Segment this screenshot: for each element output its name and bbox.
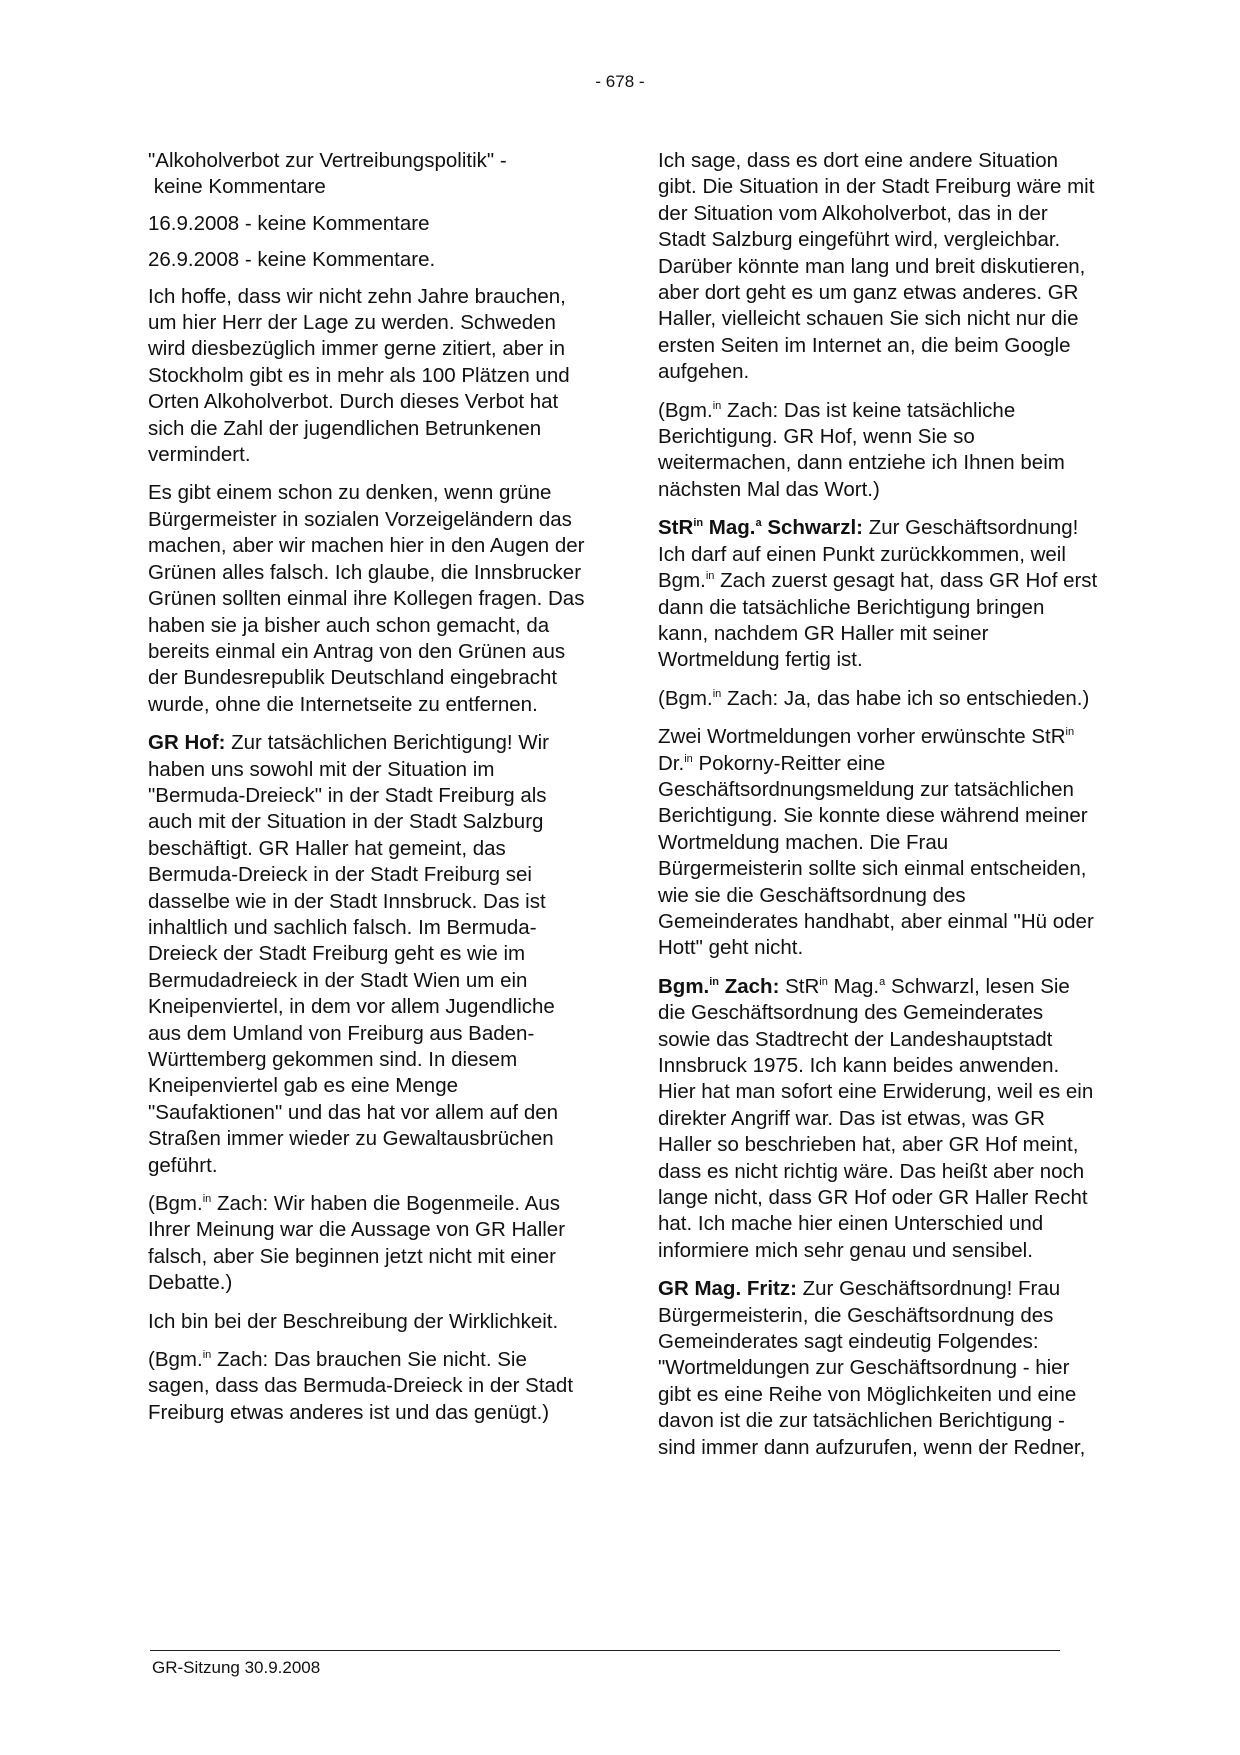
interjection-prefix: (Bgm. — [148, 1348, 203, 1372]
footer-rule — [150, 1650, 1060, 1651]
speech-text: Zur Geschäftsordnung! Ich darf auf einen Punkt zurückkommen, weil Bgm. — [658, 516, 1079, 593]
text-part: Pokorny-Reitter eine Geschäftsordnungsmeldung zur tatsächlichen Berichtigung. Sie konnte diese während meiner Wortmeldung machen. Die Frau Bürgermeisterin sollte sich einmal entscheiden, wie sie die Geschäftsordnung des Gemeinderates handhabt, aber einmal "Hü oder Hott" geht nicht. — [658, 751, 1094, 960]
speaker-part: Zach: — [719, 974, 780, 998]
speaker-part: Schwarzl: — [761, 516, 864, 540]
superscript: a — [755, 517, 762, 530]
speech-text: StR — [779, 974, 820, 998]
speech-text: Schwarzl, lesen Sie die Geschäftsordnung des Gemeinderates sowie das Stadtrecht der Landeshauptstadt Innsbruck 1975. Ich kann beides anwenden. Hier hat man sofort eine Erwiderung, weil es ein direkter Angriff war. Das ist etwas, was GR Haller so beschrieben hat, aber GR Hof meint, dass es nicht richtig wäre. Das heißt aber noch lange nicht, dass GR Hof oder GR Haller Recht hat. Ich mache hier einen Unterschied und informiere mich sehr genau und sensibel. — [658, 974, 1094, 1262]
paragraph-reality: Ich bin bei der Beschreibung der Wirklichkeit. — [148, 1309, 559, 1333]
left-column — [148, 148, 588, 1438]
paragraph-situation: Ich sage, dass es dort eine andere Situation gibt. Die Situation in der Stadt Freiburg wäre mit der Situation vom Alkoholverbot, das in der Stadt Salzburg eingeführt wird, vergleichbar. Darüber könnte man lang und breit diskutieren, aber dort geht es um ganz etwas anderes. GR Haller, vielleicht schauen Sie sich nicht nur die ersten Seiten im Internet an, die beim Google aufgehen. — [658, 149, 1095, 384]
paragraph-two-requests — [658, 724, 1098, 962]
superscript: in — [202, 1349, 212, 1362]
interjection-text: Zach: Wir haben die Bogenmeile. Aus Ihrer Meinung war die Aussage von GR Haller falsch, aber Sie beginnen jetzt nicht mit einer Debatte.) — [148, 1192, 566, 1295]
superscript: in — [684, 752, 693, 765]
superscript: in — [202, 1193, 212, 1206]
superscript: in — [705, 570, 715, 583]
speech-schwarzl — [658, 515, 1098, 673]
interjection-prefix: (Bgm. — [658, 686, 713, 710]
paragraph-greens: Es gibt einem schon zu denken, wenn grüne Bürgermeister in sozialen Vorzeigeländern das machen, aber wir machen hier in den Augen der Grünen alles falsch. Ich glaube, die Innsbrucker Grünen sollten einmal ihre Kollegen fragen. Das haben sie ja bisher auch schon gemacht, da bereits einmal ein Antrag von den Grünen aus der Bundesrepublik Deutschland eingebracht wurde, ohne die Internetseite zu entfernen. — [148, 481, 585, 716]
interjection-mayor-3 — [658, 398, 1098, 504]
text-part: Dr. — [658, 751, 685, 775]
interjection-mayor-2 — [148, 1347, 588, 1426]
superscript: in — [1065, 726, 1075, 739]
superscript: a — [879, 975, 886, 988]
footer-session: GR-Sitzung 30.9.2008 — [152, 1658, 321, 1677]
superscript: in — [712, 399, 722, 412]
speech-text: Zur tatsächlichen Berichtigung! Wir haben uns sowohl mit der Situation im "Bermuda-Dreieck" in der Stadt Freiburg als auch mit der Situation in der Stadt Salzburg beschäftigt. GR Haller hat gemeint, das Bermuda-Dreieck in der Stadt Freiburg sei dasselbe wie in der Stadt Innsbruck. Das ist inhaltlich und sachlich falsch. Im Bermuda-Dreieck der Stadt Freiburg geht es wie im Bermudadreieck in der Stadt Wien um ein Kneipenviertel, in dem vor allem Jugendliche aus dem Umland von Freiburg aus Baden-Württemberg gekommen sind. In diesem Kneipenviertel gab es eine Menge "Saufaktionen" und das hat vor allem auf den Straßen immer wieder zu Gewaltausbrüchen geführt. — [148, 731, 559, 1177]
paragraph-date-1: 16.9.2008 - keine Kommentare — [148, 211, 430, 235]
speaker-label — [658, 975, 779, 998]
speaker-label: GR Mag. Fritz: — [658, 1277, 797, 1301]
interjection-mayor-4 — [658, 686, 1098, 712]
page-number: - 678 - — [595, 72, 645, 91]
quote-heading-line1: "Alkoholverbot zur Vertreibungspolitik" - — [148, 149, 507, 172]
speaker-label: GR Hof: — [148, 731, 226, 755]
superscript: in — [693, 517, 704, 530]
speaker-part: Mag. — [703, 516, 756, 540]
speech-text: Mag. — [827, 974, 880, 998]
interjection-mayor-1 — [148, 1191, 588, 1297]
speech-gr-fritz — [658, 1276, 1098, 1461]
interjection-text: Zach: Das ist keine tatsächliche Berichtigung. GR Hof, wenn Sie so weitermachen, dann entziehe ich Ihnen beim nächsten Mal das Wort.) — [658, 398, 1065, 501]
superscript: in — [709, 975, 720, 988]
speech-text: Zur Geschäftsordnung! Frau Bürgermeisterin, die Geschäftsordnung des Gemeinderates sagt eindeutig Folgendes: "Wortmeldungen zur Geschäftsordnung - hier gibt es eine Reihe von Möglichkeiten und eine davon ist die zur tatsächlichen Berichtigung - sind immer dann aufzurufen, wenn der Redner, — [658, 1277, 1086, 1459]
speech-text: Zach zuerst gesagt hat, dass GR Hof erst dann die tatsächliche Berichtigung bringen kann, nachdem GR Haller mit seiner Wortmeldung fertig ist. — [658, 569, 1098, 672]
interjection-prefix: (Bgm. — [658, 398, 713, 422]
text-part: Zwei Wortmeldungen vorher erwünschte StR — [658, 725, 1066, 749]
quote-heading-line2: keine Kommentare — [153, 175, 326, 199]
superscript: in — [712, 687, 722, 700]
interjection-text: Zach: Das brauchen Sie nicht. Sie sagen, dass das Bermuda-Dreieck in der Stadt Freiburg etwas anderes ist und das genügt.) — [148, 1348, 574, 1424]
speaker-part: Bgm. — [658, 974, 710, 998]
interjection-prefix: (Bgm. — [148, 1192, 203, 1216]
paragraph-stockholm: Ich hoffe, dass wir nicht zehn Jahre brauchen, um hier Herr der Lage zu werden. Schweden wird diesbezüglich immer gerne zitiert, aber in Stockholm gibt es in mehr als 100 Plätzen und Orten Alkoholverbot. Durch dieses Verbot hat sich die Zahl der jugendlichen Betrunkenen vermindert. — [148, 284, 570, 467]
speech-gr-hof — [148, 730, 588, 1179]
quote-heading — [148, 148, 588, 201]
right-column — [658, 148, 1098, 1473]
speaker-label — [658, 516, 863, 539]
interjection-text: Zach: Ja, das habe ich so entschieden.) — [721, 686, 1090, 710]
speaker-part: StR — [658, 516, 694, 540]
superscript: in — [819, 975, 828, 988]
paragraph-date-2: 26.9.2008 - keine Kommentare. — [148, 248, 436, 272]
speech-mayor-zach — [658, 974, 1098, 1264]
